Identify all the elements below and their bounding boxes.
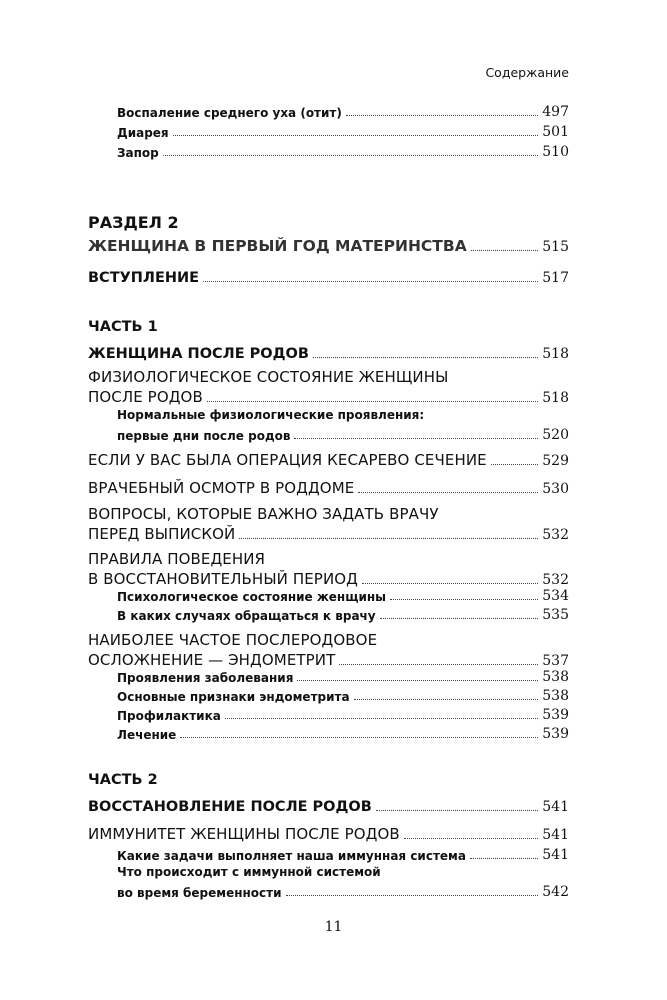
subentry — [117, 606, 569, 623]
chapter-entry — [88, 824, 569, 843]
entry-page: 538 — [542, 688, 569, 704]
section-title: ЖЕНЩИНА В ПЕРВЫЙ ГОД МАТЕРИНСТВА — [88, 237, 467, 255]
entry-page: 518 — [542, 346, 569, 362]
subentry — [117, 687, 569, 704]
dot-leader — [346, 115, 538, 116]
subentry — [117, 587, 569, 604]
entry-title: ВСТУПЛЕНИЕ — [88, 270, 200, 286]
dot-leader — [380, 618, 539, 619]
part-title: ЖЕНЩИНА ПОСЛЕ РОДОВ — [88, 346, 309, 362]
subentry — [117, 725, 569, 742]
entry-title-line2: В ВОССТАНОВИТЕЛЬНЫЙ ПЕРИОД — [88, 570, 358, 588]
dot-leader — [239, 538, 538, 539]
entry-page: 541 — [542, 847, 569, 863]
toc-entry — [117, 103, 569, 120]
subentry — [117, 408, 569, 443]
entry-page: 535 — [542, 607, 569, 623]
chapter-entry — [88, 550, 569, 588]
dot-leader — [225, 718, 538, 719]
entry-title: Воспаление среднего уха (отит) — [117, 106, 342, 120]
entry-page: 530 — [542, 481, 569, 497]
entry-title-line2: во время беременности — [117, 886, 282, 900]
entry-page: 515 — [542, 239, 569, 255]
part-label: ЧАСТЬ 2 — [88, 772, 158, 788]
dot-leader — [354, 699, 539, 700]
entry-title: Проявления заболевания — [117, 671, 294, 685]
part-title: ВОССТАНОВЛЕНИЕ ПОСЛЕ РОДОВ — [88, 799, 372, 815]
entry-title: Какие задачи выполняет наша иммунная система — [117, 849, 466, 863]
entry-title: Основные признаки эндометрита — [117, 690, 350, 704]
dot-leader — [173, 135, 539, 136]
part-title-entry — [88, 343, 569, 362]
toc-entry — [117, 123, 569, 140]
entry-page: 541 — [542, 827, 569, 843]
subentry — [117, 865, 569, 900]
dot-leader — [294, 438, 538, 439]
entry-title-line1: Нормальные физиологические проявления: — [117, 408, 425, 422]
chapter-entry — [88, 450, 569, 469]
running-head: Содержание — [485, 65, 569, 80]
section-label: РАЗДЕЛ 2 — [88, 213, 179, 232]
chapter-entry — [88, 478, 569, 497]
entry-title-line1: НАИБОЛЕЕ ЧАСТОЕ ПОСЛЕРОДОВОЕ — [88, 631, 378, 649]
entry-page: 517 — [542, 270, 569, 286]
entry-page: 534 — [542, 588, 569, 604]
chapter-entry — [88, 631, 569, 669]
entry-title-line2: ПЕРЕД ВЫПИСКОЙ — [88, 525, 236, 543]
entry-page: 538 — [542, 669, 569, 685]
toc-entry — [88, 267, 569, 286]
entry-title: Диарея — [117, 126, 169, 140]
section-title-entry — [88, 236, 569, 255]
entry-title-line2: ОСЛОЖНЕНИЕ — ЭНДОМЕТРИТ — [88, 651, 336, 669]
entry-title: Психологическое состояние женщины — [117, 590, 387, 604]
entry-title-line1: Что происходит с иммунной системой — [117, 865, 381, 879]
dot-leader — [207, 401, 538, 402]
dot-leader — [286, 895, 539, 896]
entry-page: 510 — [542, 144, 569, 160]
entry-page: 518 — [542, 390, 569, 406]
entry-title: В каких случаях обращаться к врачу — [117, 609, 376, 623]
dot-leader — [180, 737, 538, 738]
part-title-entry — [88, 796, 569, 815]
entry-title: Запор — [117, 146, 159, 160]
chapter-entry — [88, 368, 569, 406]
dot-leader — [491, 464, 539, 465]
dot-leader — [470, 858, 538, 859]
dot-leader — [404, 838, 538, 839]
dot-leader — [163, 155, 539, 156]
dot-leader — [390, 599, 538, 600]
entry-page: 541 — [542, 799, 569, 815]
page-number: 11 — [324, 919, 343, 935]
dot-leader — [362, 583, 538, 584]
entry-title: Лечение — [117, 728, 177, 742]
entry-page: 520 — [542, 427, 569, 443]
dot-leader — [313, 357, 538, 358]
entry-title-line1: ФИЗИОЛОГИЧЕСКОЕ СОСТОЯНИЕ ЖЕНЩИНЫ — [88, 368, 449, 386]
entry-title-line1: ПРАВИЛА ПОВЕДЕНИЯ — [88, 550, 266, 568]
dot-leader — [203, 281, 538, 282]
dot-leader — [297, 680, 538, 681]
entry-page: 501 — [542, 124, 569, 140]
toc-entry — [117, 143, 569, 160]
subentry — [117, 706, 569, 723]
subentry — [117, 846, 569, 863]
dot-leader — [471, 250, 539, 251]
entry-page: 539 — [542, 707, 569, 723]
entry-page: 497 — [542, 104, 569, 120]
part-label: ЧАСТЬ 1 — [88, 319, 158, 335]
entry-page: 532 — [542, 527, 569, 543]
subentry — [117, 668, 569, 685]
entry-title-line1: ВОПРОСЫ, КОТОРЫЕ ВАЖНО ЗАДАТЬ ВРАЧУ — [88, 505, 439, 523]
dot-leader — [376, 810, 538, 811]
entry-page: 539 — [542, 726, 569, 742]
entry-page: 537 — [542, 653, 569, 669]
entry-title: ИММУНИТЕТ ЖЕНЩИНЫ ПОСЛЕ РОДОВ — [88, 825, 400, 843]
entry-page: 532 — [542, 572, 569, 588]
dot-leader — [358, 492, 538, 493]
entry-page: 529 — [542, 453, 569, 469]
entry-title: ВРАЧЕБНЫЙ ОСМОТР В РОДДОМЕ — [88, 479, 355, 497]
entry-title-line2: ПОСЛЕ РОДОВ — [88, 388, 203, 406]
entry-title-line2: первые дни после родов — [117, 429, 291, 443]
entry-title: Профилактика — [117, 709, 221, 723]
dot-leader — [339, 664, 538, 665]
entry-title: ЕСЛИ У ВАС БЫЛА ОПЕРАЦИЯ КЕСАРЕВО СЕЧЕНИЕ — [88, 451, 487, 469]
entry-page: 542 — [542, 884, 569, 900]
chapter-entry — [88, 505, 569, 543]
